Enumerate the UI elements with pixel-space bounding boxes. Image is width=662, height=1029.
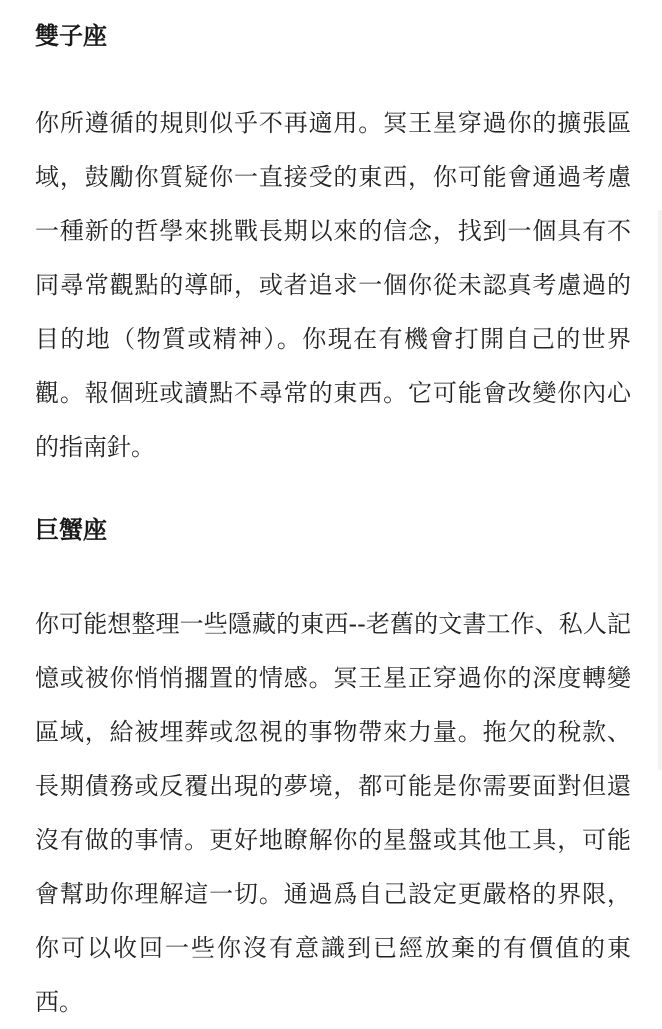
section-body-gemini: 你所遵循的規則似乎不再適用。冥王星穿過你的擴張區域，鼓勵你質疑你一直接受的東西，你可能會通過考慮一種新的哲學來挑戰長期以來的信念，找到一個具有不同尋常觀點的導師，或者追求一個你從未認真考慮過的目的地（物質或精神）。你現在有機會打開自己的世界觀。報個班或讀點不尋常的東西。它可能會改變你內心的指南針。 (35, 109, 631, 461)
section-body-cancer: 你可能想整理一些隱藏的東西--老舊的文書工作、私人記憶或被你悄悄擱置的情感。冥王星正穿過你的深度轉變區域，給被埋葬或忽視的事物帶來力量。拖欠的稅款、長期債務或反覆出現的夢境，都可能是你需要面對但還沒有做的事情。更好地瞭解你的星盤或其他工具，可能會幫助你理解這一切。通過爲自己設定更嚴格的界限，你可以收回一些你沒有意識到已經放棄的有價值的東西。 (35, 610, 631, 1016)
scrollbar-track[interactable] (658, 210, 662, 770)
section-title-gemini: 雙子座 (35, 22, 107, 50)
section-title-cancer: 巨蟹座 (35, 516, 107, 544)
article (35, 0, 631, 1029)
